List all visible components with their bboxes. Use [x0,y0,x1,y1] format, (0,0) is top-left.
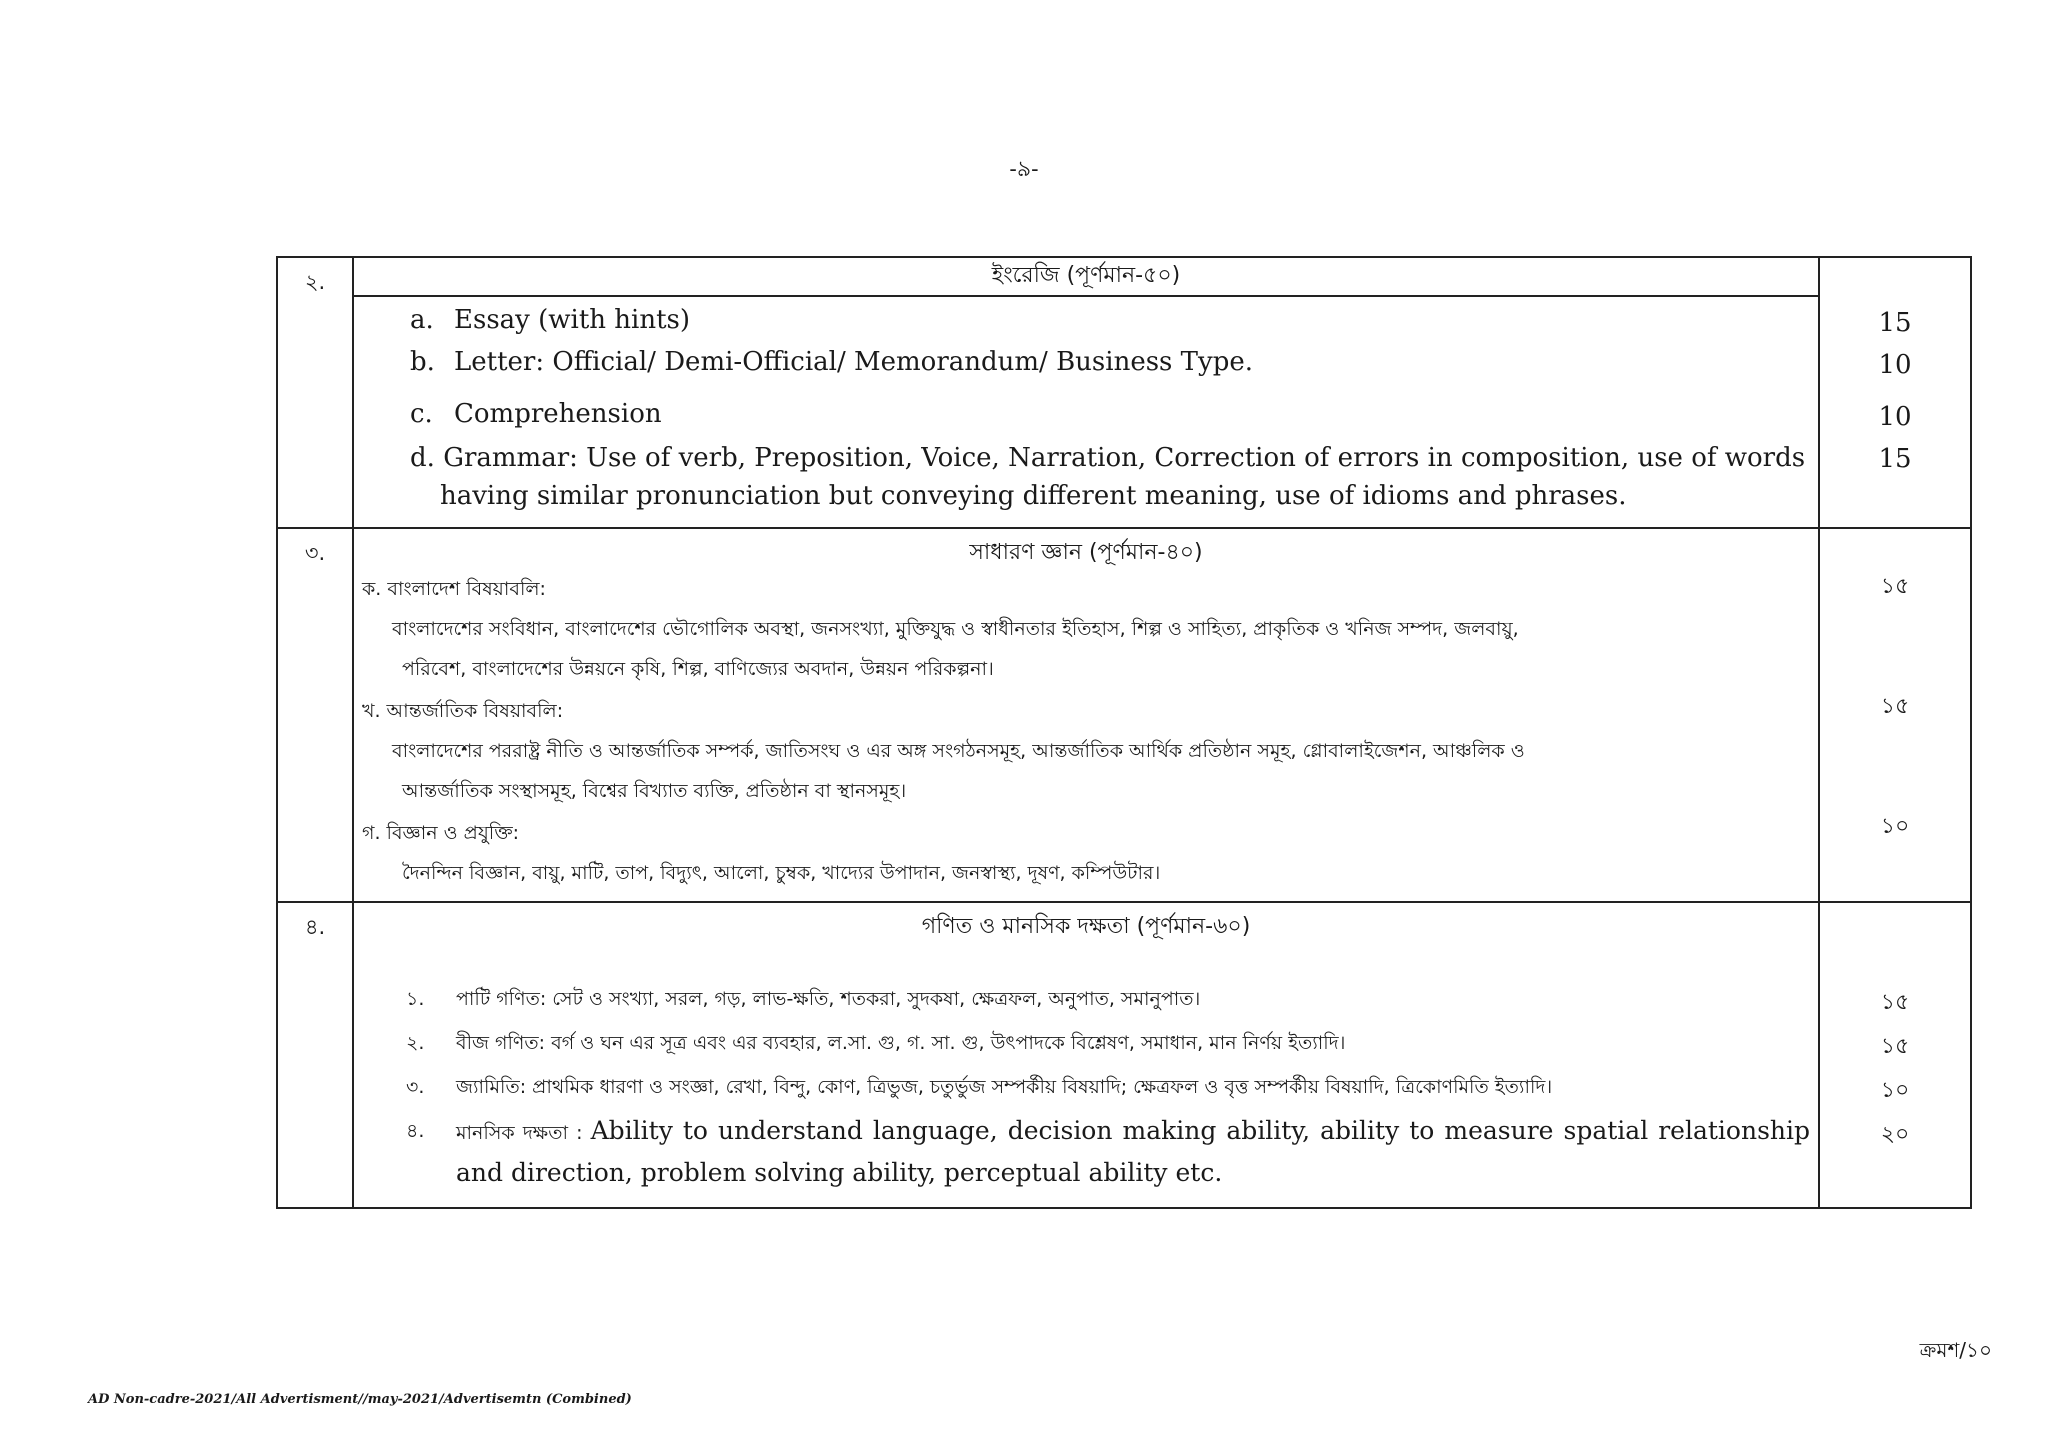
english-content [353,296,1819,528]
list-item [410,301,1810,339]
list-item [410,343,1810,381]
marks-value: ১০ [1880,1078,1910,1103]
page-number: -৯- [1009,157,1039,182]
list-item [362,979,1810,1019]
section-number: ৩. [277,528,353,902]
syllabus-table [276,256,1972,1209]
item-text: Comprehension [454,399,662,429]
marks-value: 15 [1878,308,1912,338]
subsection-body [362,731,1810,811]
list-item [410,439,1810,515]
item-text: বীজ গণিত: বর্গ ও ঘন এর সূত্র এবং এর ব্যবহার, ল.সা. গু, গ. সা. গু, উৎপাদকে বিশ্লেষণ, সমাধান, মান নির্ণয় ইত্যাদি। [456,1032,1346,1054]
subsection-heading: ক. বাংলাদেশ বিষয়াবলি: [362,578,546,600]
item-prefix: মানসিক দক্ষতা : [456,1122,591,1144]
list-item [362,1111,1810,1195]
list-item [362,1067,1810,1107]
item-text: পাটি গণিত: সেট ও সংখ্যা, সরল, গড়, লাভ-ক্ষতি, শতকরা, সুদকষা, ক্ষেত্রফল, অনুপাত, সমানুপাত। [456,988,1201,1010]
item-number: ২. [406,1032,425,1054]
section-title: গণিত ও মানসিক দক্ষতা (পূর্ণমান-৬০) [921,914,1251,939]
item-text: জ্যামিতি: প্রাথমিক ধারণা ও সংজ্ঞা, রেখা, বিন্দু, কোণ, ত্রিভুজ, চতুর্ভুজ সম্পর্কীয় বিষয়াদি; ক্ষেত্রফল ও বৃত্ত সম্পর্কীয় বিষয়াদি, ত্রিকোণমিতি ইত্যাদি। [456,1076,1553,1098]
list-item [410,395,1810,433]
section-math-row [277,902,1971,1208]
body-line: বাংলাদেশের সংবিধান, বাংলাদেশের ভৌগোলিক অবস্থা, জনসংখ্যা, মুক্তিযুদ্ধ ও স্বাধীনতার ইতিহাস, শিল্প ও সাহিত্য, প্রাকৃতিক ও খনিজ সম্পদ, জলবায়ু, [392,618,1519,640]
section-title: সাধারণ জ্ঞান (পূর্ণমান-৪০) [969,540,1203,565]
subsection-heading: খ. আন্তর্জাতিক বিষয়াবলি: [362,700,564,722]
marks-value: ১০ [1880,814,1910,839]
section-gk-row [277,528,1971,902]
body-line: বাংলাদেশের পররাষ্ট্র নীতি ও আন্তর্জাতিক সম্পর্ক, জাতিসংঘ ও এর অঙ্গ সংগঠনসমূহ, আন্তর্জাতিক আর্থিক প্রতিষ্ঠান সমূহ, গ্লোবালাইজেশন, আঞ্চলিক ও [392,740,1525,762]
marks-cell [1819,528,1971,902]
body-line: আন্তর্জাতিক সংস্থাসমূহ, বিশ্বের বিখ্যাত ব্যক্তি, প্রতিষ্ঠান বা স্থানসমূহ। [402,780,907,802]
section-title: ইংরেজি (পূর্ণমান-৫০) [353,257,1819,296]
list-item [362,1023,1810,1063]
marks-cell [1819,257,1971,528]
body-line: পরিবেশ, বাংলাদেশের উন্নয়নে কৃষি, শিল্প, বাণিজ্যের অবদান, উন্নয়ন পরিকল্পনা। [402,658,994,680]
footer-file-path: AD Non-cadre-2021/All Advertisment//may-2021/Advertisemtn (Combined) [88,1392,632,1407]
marks-cell [1819,902,1971,1208]
item-number: ৪. [406,1120,425,1142]
item-text [456,1111,1810,1195]
body-line: দৈনন্দিন বিজ্ঞান, বায়ু, মাটি, তাপ, বিদ্যুৎ, আলো, চুম্বক, খাদ্যের উপাদান, জনস্বাস্থ্য, দূষণ, কম্পিউটার। [402,862,1161,884]
section-number: ২. [277,257,353,528]
item-text: Grammar: Use of verb, Preposition, Voice, Narration, Correction of errors in composition, use of words having similar pronunciation but conveying different meaning, use of idioms and phrases. [440,443,1806,511]
item-number: ৩. [406,1076,425,1098]
marks-value: ১৫ [1880,574,1910,599]
section-english-content-row [277,296,1971,528]
item-label: d. [410,443,435,473]
subsection-body [362,853,1810,893]
marks-value: 10 [1878,402,1912,432]
marks-value: 10 [1878,350,1912,380]
math-content [353,902,1819,1208]
item-text: Essay (with hints) [454,305,691,335]
item-number: ১. [406,988,425,1010]
marks-value: ১৫ [1880,694,1910,719]
item-label: b. [410,347,435,377]
gk-content [353,528,1819,902]
item-text: Letter: Official/ Demi-Official/ Memorandum/ Business Type. [454,347,1253,377]
marks-value: ১৫ [1880,990,1910,1015]
subsection-heading: গ. বিজ্ঞান ও প্রযুক্তি: [362,822,520,844]
item-english-text: Ability to understand language, decision making ability, ability to measure spatial relationship and direction, problem solving ability, perceptual ability etc. [456,1116,1810,1187]
marks-value: 15 [1878,444,1912,474]
marks-value: ২০ [1880,1122,1910,1147]
section-english-title-row [277,257,1971,296]
section-number: ৪. [277,902,353,1208]
marks-value: ১৫ [1880,1034,1910,1059]
item-label: a. [410,305,434,335]
subsection-body [362,609,1810,689]
item-label: c. [410,399,433,429]
continuation-note: ক্রমশ/১০ [1919,1338,1992,1362]
